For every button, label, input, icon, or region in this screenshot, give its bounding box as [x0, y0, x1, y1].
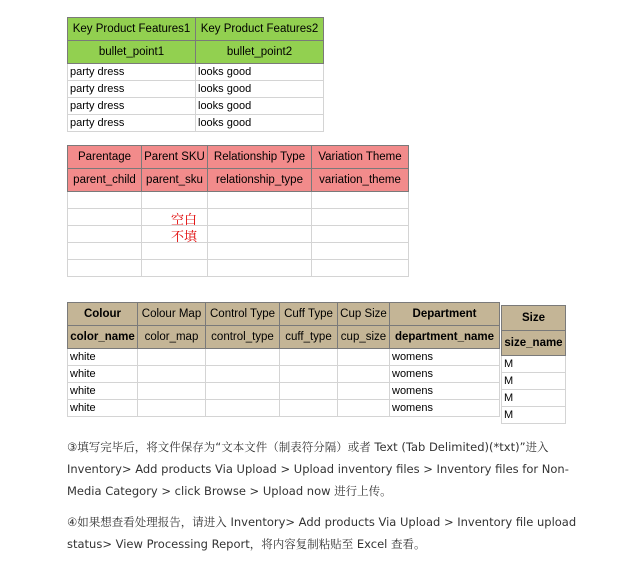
table-cell: party dress — [68, 98, 196, 115]
table-cell: womens — [390, 383, 500, 400]
table-cell: looks good — [196, 115, 324, 132]
table-cell: white — [68, 383, 138, 400]
table-row — [68, 115, 324, 132]
instruction-step-4: ④如果想查看处理报告，请进入 Inventory> Add products Via Upload > Inventory file upload status> View Processing Report，将内容复制粘贴至 Excel 查看。 — [67, 515, 577, 551]
header-cell: Relationship Type — [208, 146, 312, 169]
subheader-cell: color_map — [138, 326, 206, 349]
blank-note-line2: 不填 — [170, 230, 197, 245]
header-cell: Key Product Features1 — [68, 18, 196, 41]
table-cell: white — [68, 349, 138, 366]
header-cell: Department — [390, 303, 500, 326]
table-cell: M — [502, 390, 566, 407]
table-cell: M — [502, 407, 566, 424]
table-row — [502, 356, 566, 373]
header-cell: Cup Size — [338, 303, 390, 326]
table-row — [502, 390, 566, 407]
table-cell: party dress — [68, 64, 196, 81]
header-cell: Key Product Features2 — [196, 18, 324, 41]
subheader-cell: parent_sku — [142, 169, 208, 192]
subheader-cell: size_name — [502, 331, 566, 356]
header-cell: Variation Theme — [312, 146, 409, 169]
table-row — [68, 349, 500, 366]
attributes-table — [67, 302, 500, 417]
header-cell: Colour — [68, 303, 138, 326]
header-cell: Size — [502, 306, 566, 331]
subheader-cell: control_type — [206, 326, 280, 349]
table-row — [68, 400, 500, 417]
table-cell: white — [68, 366, 138, 383]
instruction-step-3: ③填写完毕后，将文件保存为“文本文件（制表符分隔）或者 Text (Tab Delimited)(*txt)”进入 Inventory> Add products Via Upload > Upload inventory files > Inventory files for Non-Media Category > click Browse > Upload now 进行上传。 — [67, 440, 569, 498]
table-row — [502, 373, 566, 390]
subheader-cell: color_name — [68, 326, 138, 349]
table-cell: womens — [390, 366, 500, 383]
table-row — [68, 81, 324, 98]
table-cell: womens — [390, 400, 500, 417]
table-row — [68, 243, 409, 260]
table-cell: looks good — [196, 98, 324, 115]
subheader-cell: cup_size — [338, 326, 390, 349]
size-table — [501, 305, 566, 424]
table-cell: party dress — [68, 115, 196, 132]
subheader-cell: relationship_type — [208, 169, 312, 192]
table-row — [68, 226, 409, 243]
blank-note — [168, 212, 200, 246]
key-features-table — [67, 17, 324, 132]
subheader-cell: bullet_point1 — [68, 41, 196, 64]
table-cell: white — [68, 400, 138, 417]
table-cell: looks good — [196, 81, 324, 98]
table-cell: party dress — [68, 81, 196, 98]
header-cell: Cuff Type — [280, 303, 338, 326]
table-row — [68, 366, 500, 383]
parentage-table — [67, 145, 409, 277]
table-cell: looks good — [196, 64, 324, 81]
header-cell: Parent SKU — [142, 146, 208, 169]
subheader-cell: department_name — [390, 326, 500, 349]
table-row — [68, 192, 409, 209]
table-cell: M — [502, 373, 566, 390]
table-cell: M — [502, 356, 566, 373]
table-cell: womens — [390, 349, 500, 366]
header-cell: Control Type — [206, 303, 280, 326]
table-row — [502, 407, 566, 424]
table-row — [68, 98, 324, 115]
table-row — [68, 383, 500, 400]
header-cell: Colour Map — [138, 303, 206, 326]
table-row — [68, 64, 324, 81]
subheader-cell: bullet_point2 — [196, 41, 324, 64]
subheader-cell: variation_theme — [312, 169, 409, 192]
subheader-cell: parent_child — [68, 169, 142, 192]
table-row — [68, 209, 409, 226]
blank-note-line1: 空白 — [170, 213, 197, 228]
subheader-cell: cuff_type — [280, 326, 338, 349]
header-cell: Parentage — [68, 146, 142, 169]
table-row — [68, 260, 409, 277]
